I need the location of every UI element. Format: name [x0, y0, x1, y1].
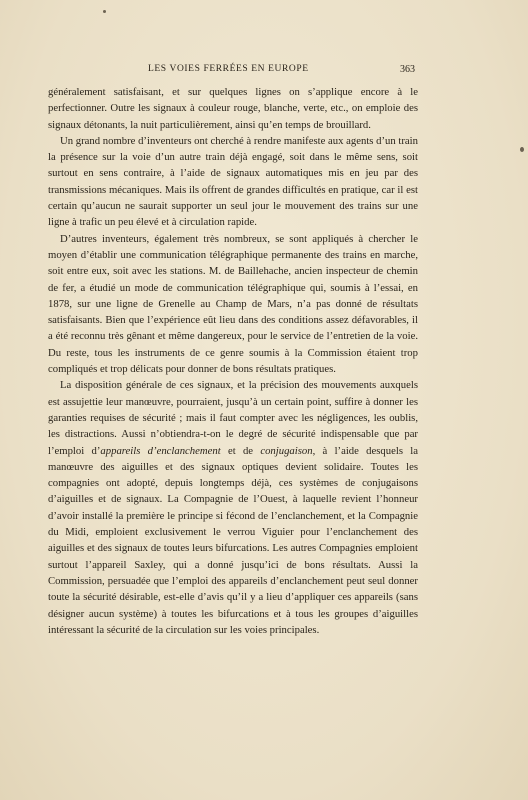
- paragraph-interlocking: [48, 377, 418, 638]
- italic-term: conjugaison: [260, 444, 313, 457]
- page-header: [50, 64, 415, 80]
- italic-term: appareils d’enclanchement: [100, 444, 221, 457]
- paragraph-text: Un grand nombre d’inventeurs ont cherché à rendre manifeste aux agents d’un train la présence sur la voie d’un autre train déjà engagé, soit dans le même sens, soit surtout en sens contraire, à l’aide de signaux automatiques mis en jeu par des transmissions mécaniques. Mais ils offrent de grandes difficultés en pratique, car il est certain qu’aucun ne saurait supporter un seul jour le mouvement des trains sur une ligne à trafic un peu élevé et à circulation rapide.: [48, 134, 418, 229]
- paragraph-text: La disposition générale de ces signaux, et la précision des mouvements auxquels est assujettie leur manœuvre, pourraient, jusqu’à un certain point, suffire à donner les garanties requises de sécurité ; mais il faut compter avec les négligences, les oublis, les distractions. Aussi n’obtiendra-t-on le degré de sécurité indispensable que par l’emploi d’: [48, 379, 418, 457]
- paragraph-telegraphic-communication: [48, 231, 418, 378]
- paper-speck-mark: [520, 147, 524, 152]
- page-body: [48, 84, 418, 638]
- running-title: LES VOIES FERRÉES EN EUROPE: [148, 64, 309, 74]
- paragraph-text: généralement satisfaisant, et sur quelques lignes on s’applique encore à le perfectionner. Outre les signaux à couleur rouge, blanche, verte, etc., on emploie des signaux détonants, la nuit particulièrement, ainsi qu’en temps de brouillard.: [48, 86, 418, 131]
- paper-speck-mark: [103, 10, 106, 13]
- paragraph-text: et de: [220, 444, 261, 457]
- paragraph-automatic-signals: [48, 133, 418, 231]
- paragraph-text: D’autres inventeurs, également très nombreux, se sont appliqués à chercher le moyen d’établir une communication télégraphique permanente des trains en marche, soit entre eux, soit avec les stations. M. de Baillehache, ancien inspecteur de chemin de fer, a étudié un mode de communication télégraphique qui, soumis à l’essai, en 1878, sur une ligne de Grenelle au Champ de Mars, n’a pas donné de résultats satisfaisants. Bien que l’expérience eût lieu dans des conditions assez défavorables, il a été reconnu très gênant et même dangereux, pour le service de l’entretien de la voie. Du reste, tous les instruments de ce genre soumis à la Commission étaient trop compliqués et trop délicats pour donner de bons résultats pratiques.: [48, 232, 418, 376]
- page-number: 363: [400, 64, 415, 75]
- paragraph-text: , à l’aide desquels la manœuvre des aiguilles et des signaux optiques devient solidaire. Toutes les compagnies ont adopté, depuis longtemps déjà, ces systèmes de conjugaisons d’aiguilles et de signaux. La Compagnie de l’Ouest, à laquelle revient l’honneur d’avoir installé la première le principe si fécond de l’enclanchement, et la Compagnie du Midi, emploient exclusivement le verrou Viguier pour l’enclanchement des aiguilles et des signaux de toutes leurs bifurcations. Les autres Compagnies emploient surtout l’appareil Saxley, qui a donné jusqu’ici de bons résultats. Aussi la Commission, persuadée que l’emploi des appareils d’enclanchement peut seul donner toute la sécurité désirable, est-elle d’avis qu’il y a lieu d’appliquer ces appareils (sans désigner aucun système) à toutes les bifurcations et à tous les groupes d’aiguilles intéressant la sécurité de la circulation sur les voies principales.: [48, 444, 418, 636]
- paragraph-signals-continuation: [48, 84, 418, 133]
